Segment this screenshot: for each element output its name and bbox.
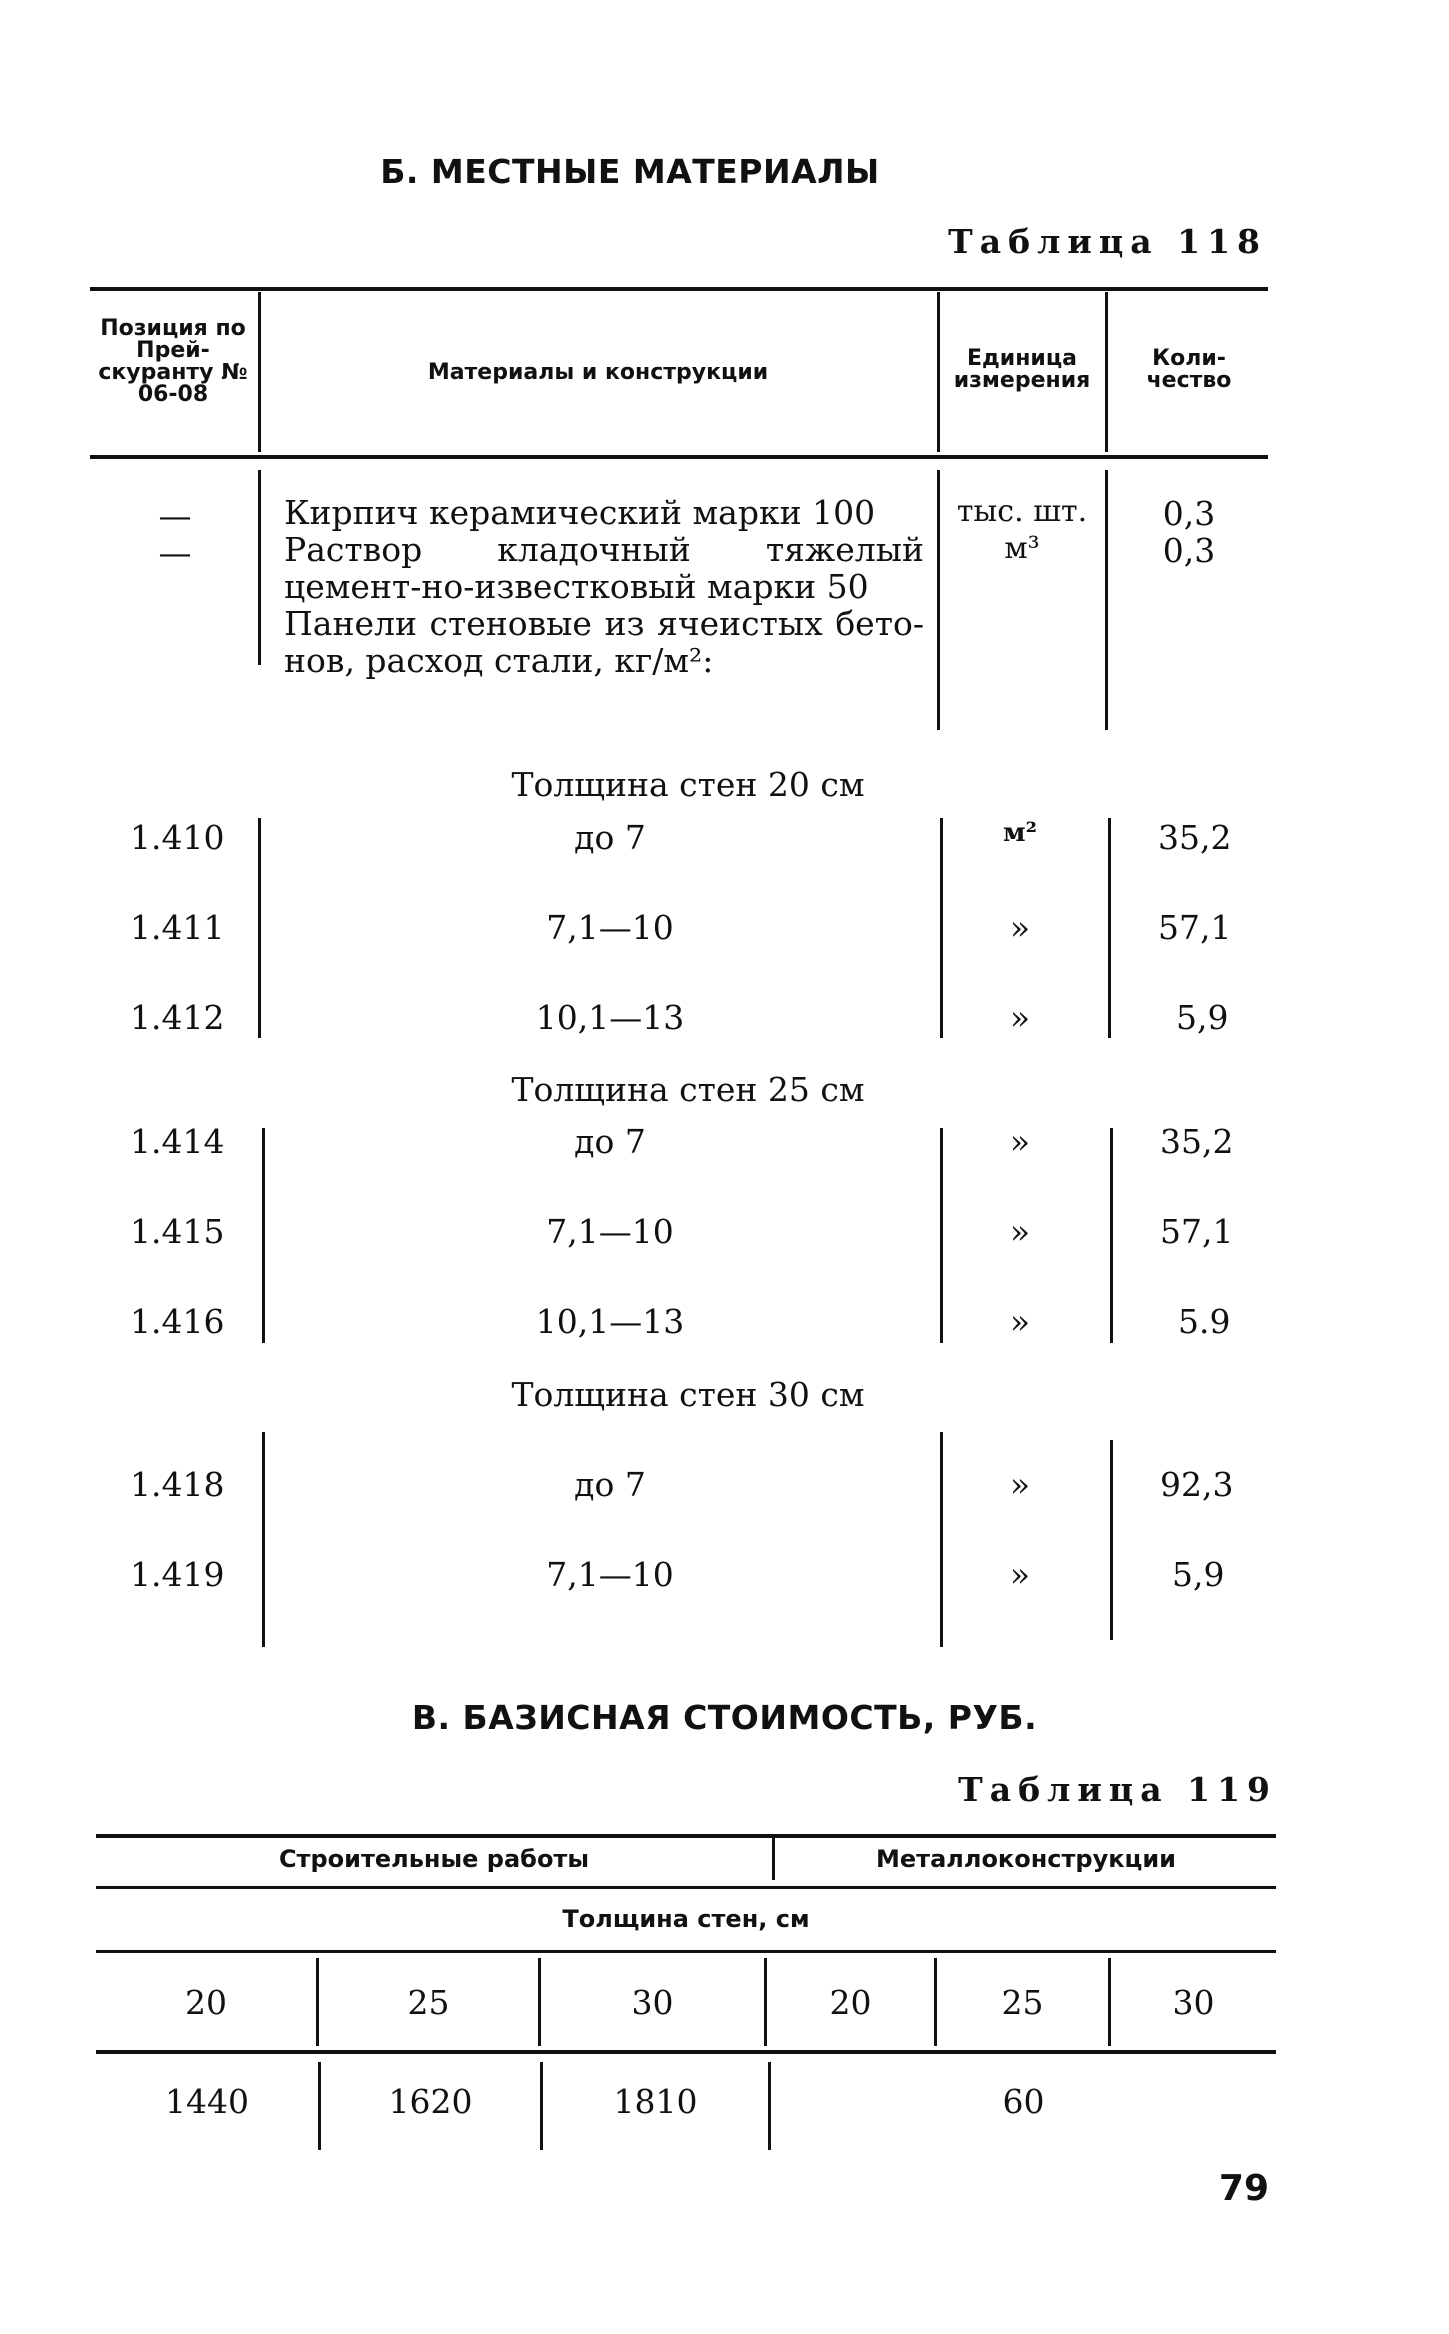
col-sep bbox=[1105, 470, 1108, 730]
row-unit: » bbox=[1009, 908, 1031, 947]
row-text: 10,1—13 bbox=[535, 998, 685, 1037]
table-119-top-rule bbox=[96, 1834, 1276, 1838]
header-position: Позиция по Прей-скуранту № 06-08 bbox=[98, 316, 248, 407]
col-sep bbox=[262, 1128, 265, 1343]
col-sep bbox=[1110, 1440, 1113, 1640]
intro-pos-1: — bbox=[158, 496, 192, 535]
building-cost-20: 1440 bbox=[165, 2082, 249, 2121]
row-unit: м² bbox=[1003, 818, 1037, 848]
col-sep bbox=[1110, 1128, 1113, 1343]
col-sep bbox=[1105, 292, 1108, 452]
row-qty: 57,1 bbox=[1160, 1212, 1234, 1251]
metal-cost: 60 bbox=[1002, 2082, 1045, 2121]
intro-qty-2: 0,3 bbox=[1162, 531, 1216, 570]
intro-text-2: Раствор кладочный тяжелый цемент-но-известковый марки 50 bbox=[284, 530, 924, 606]
section-b-title: Б. МЕСТНЫЕ МАТЕРИАЛЫ bbox=[380, 152, 880, 191]
header-materials: Материалы и конструкции bbox=[427, 360, 769, 385]
col-sep bbox=[940, 1128, 943, 1343]
row-qty: 35,2 bbox=[1160, 1122, 1234, 1161]
row-pos: 1.416 bbox=[130, 1302, 225, 1341]
building-cost-30: 1810 bbox=[613, 2082, 698, 2121]
table-119-label: Таблица 119 bbox=[958, 1770, 1277, 1809]
col-sep bbox=[940, 1432, 943, 1647]
col-sep bbox=[940, 818, 943, 1038]
col-sep bbox=[258, 818, 261, 1038]
row-unit: » bbox=[1009, 1122, 1031, 1161]
row-pos: 1.418 bbox=[130, 1465, 225, 1504]
table-119-rule bbox=[96, 2050, 1276, 2054]
row-text: 7,1—10 bbox=[546, 1555, 674, 1594]
thickness-cell: 20 bbox=[829, 1983, 872, 2022]
header-wall-thickness: Толщина стен, см bbox=[562, 1905, 810, 1933]
page-number: 79 bbox=[1218, 2168, 1269, 2209]
intro-unit-2: м³ bbox=[1004, 531, 1040, 566]
thickness-cell: 20 bbox=[185, 1983, 227, 2022]
building-cost-25: 1620 bbox=[388, 2082, 473, 2121]
row-qty: 57,1 bbox=[1158, 908, 1232, 947]
col-sep bbox=[937, 292, 940, 452]
thickness-cell: 25 bbox=[407, 1983, 450, 2022]
table-118-header-rule bbox=[90, 455, 1268, 459]
header-metal-structures: Металлоконструкции bbox=[876, 1845, 1176, 1873]
thickness-cell: 30 bbox=[1172, 1983, 1215, 2022]
row-pos: 1.414 bbox=[130, 1122, 225, 1161]
intro-qty-1: 0,3 bbox=[1162, 494, 1216, 533]
header-building-works: Строительные работы bbox=[278, 1845, 590, 1873]
row-text: до 7 bbox=[574, 1122, 646, 1161]
col-sep bbox=[1108, 818, 1111, 1038]
intro-text-1: Кирпич керамический марки 100 bbox=[284, 493, 876, 532]
row-qty: 5,9 bbox=[1172, 1555, 1225, 1594]
header-quantity: Коли-чество bbox=[1146, 346, 1232, 393]
col-sep bbox=[258, 470, 261, 665]
row-text: 7,1—10 bbox=[546, 908, 674, 947]
row-unit: » bbox=[1009, 1302, 1031, 1341]
row-pos: 1.410 bbox=[130, 818, 225, 857]
col-sep bbox=[772, 1838, 775, 1880]
section-c-title: В. БАЗИСНАЯ СТОИМОСТЬ, РУБ. bbox=[411, 1698, 1038, 1737]
row-pos: 1.415 bbox=[130, 1212, 225, 1251]
row-qty: 35,2 bbox=[1158, 818, 1232, 857]
table-119-rule bbox=[96, 1886, 1276, 1889]
intro-text-3: Панели стеновые из ячеистых бето-нов, расход стали, кг/м²: bbox=[284, 604, 924, 680]
row-text: 10,1—13 bbox=[535, 1302, 685, 1341]
row-qty: 5.9 bbox=[1178, 1302, 1231, 1341]
col-sep bbox=[258, 292, 261, 452]
row-pos: 1.411 bbox=[130, 908, 225, 947]
table-118-label: Таблица 118 bbox=[948, 222, 1267, 261]
intro-unit-1: тыс. шт. bbox=[956, 494, 1088, 529]
row-unit: » bbox=[1009, 1555, 1031, 1594]
row-pos: 1.419 bbox=[130, 1555, 225, 1594]
col-sep bbox=[937, 470, 940, 730]
row-qty: 5,9 bbox=[1176, 998, 1229, 1037]
row-text: 7,1—10 bbox=[546, 1212, 674, 1251]
thickness-cell: 25 bbox=[1001, 1983, 1044, 2022]
intro-pos-2: — bbox=[158, 533, 192, 572]
group-heading-30: Толщина стен 30 см bbox=[511, 1375, 865, 1414]
table-118-top-rule bbox=[90, 287, 1268, 291]
table-119-rule bbox=[96, 1950, 1276, 1953]
row-qty: 92,3 bbox=[1160, 1465, 1234, 1504]
row-unit: » bbox=[1009, 1212, 1031, 1251]
row-pos: 1.412 bbox=[130, 998, 225, 1037]
group-heading-20: Толщина стен 20 см bbox=[511, 765, 865, 804]
row-text: до 7 bbox=[574, 1465, 646, 1504]
group-heading-25: Толщина стен 25 см bbox=[511, 1070, 865, 1109]
col-sep bbox=[262, 1432, 265, 1647]
header-unit: Единица измерения bbox=[953, 346, 1091, 393]
row-unit: » bbox=[1009, 998, 1031, 1037]
thickness-cell: 30 bbox=[631, 1983, 674, 2022]
row-unit: » bbox=[1009, 1465, 1031, 1504]
row-text: до 7 bbox=[574, 818, 646, 857]
